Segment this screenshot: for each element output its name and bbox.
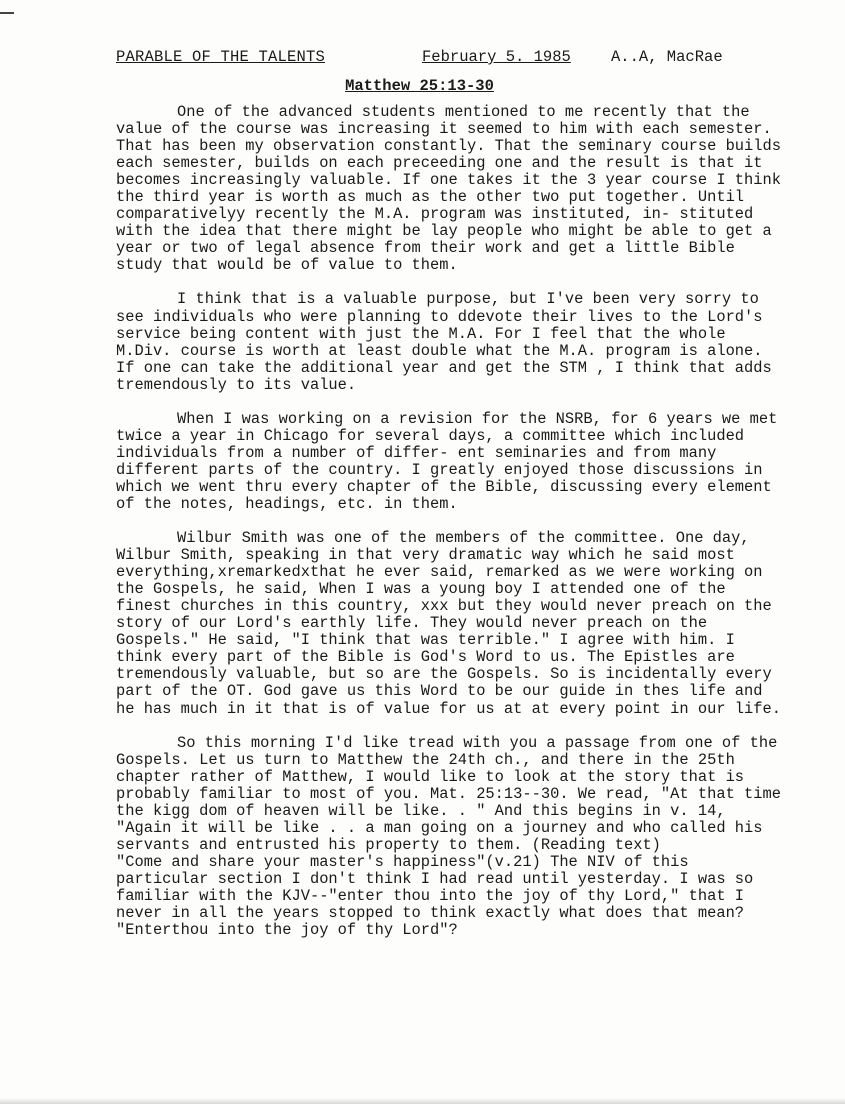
sermon-title: PARABLE OF THE TALENTS — [116, 48, 326, 66]
paragraph-3: When I was working on a revision for the NSRB, for 6 years we met twice a year in Chicago for several days, a committee which included individuals from a number of differ- ent seminaries and from many different parts of the country. I greatly enjoyed those discussions in which we went thru every chapter of the Bible, discussing every element of the notes, headings, etc. in them. — [116, 409, 778, 513]
paragraph-2: I think that is a valuable purpose, but I've been very sorry to see individuals who were planning to ddevote their lives to the Lord's service being content with just the M.A. For I feel that the whole M.Div. course is worth at least double what the M.A. program is alone. If one can take the additional year and get the STM , I think that adds tremendously to its value. — [116, 290, 772, 394]
paragraph-5: So this morning I'd like tread with you a passage from one of the Gospels. Let us turn to Matthew the 24th ch., and there in the 25th chapter rather of Matthew, I would like to look at the story that is probably familiar to most of you. Mat. 25:13--30. We read, "At that time the kigg dom of heaven will be like. . " And this begins in v. 14, "Again it will be like . . a man going on a journey and who called his servants and entrusted his property to them. (Reading text) — [116, 733, 781, 854]
scripture-reference — [0, 77, 845, 95]
closing-paragraph: "Come and share your master's happiness"(v.21) The NIV of this particular section I don't think I had read until yesterday. I was so familiar with the KJV--"enter thou into the joy of thy Lord," that I never in all the years stopped to think exactly what does that mean? "Enterthou into the joy of thy Lord"? — [116, 852, 754, 940]
paragraph-1: One of the advanced students mentioned to me recently that the value of the course was increasing it seemed to him with each semester. That has been my observation constantly. That the seminary course builds each semester, builds on each preceeding one and the result is that it becomes increasingly valuable. If one takes it the 3 year course I think the third year is worth as much as the other two put together. Until comparativelyy recently the M.A. program was instituted, in- stituted with the idea that there might be lay people who might be able to get a year or two of legal absence from their work and get a little Bible study that would be of value to them. — [116, 103, 781, 275]
document-header — [116, 48, 756, 68]
sermon-author: A..A, MacRae — [611, 48, 723, 66]
scan-bottom-edge — [0, 1098, 845, 1104]
sermon-date: February 5. 1985 — [422, 48, 571, 66]
paragraph-4: Wilbur Smith was one of the members of the committee. One day, Wilbur Smith, speaking in that very dramatic way which he said most everything,xremarkedxthat he ever said, remarked as we were working on the Gospels, he said, When I was a young boy I attended one of the finest churches in this country, xxx but they would never preach on the story of our Lord's earthly life. They would never preach on the Gospels." He said, "I think that was terrible." I agree with him. I think every part of the Bible is God's Word to us. The Epistles are tremendously valuable, but so are the Gospels. So is incidentally every part of the OT. God gave us this Word to be our guide in thes life and he has much in it that is of value for us at at every point in our life. — [116, 529, 781, 718]
sermon-body — [116, 104, 786, 939]
scan-edge-mark — [0, 12, 14, 14]
scripture-reference-text: Matthew 25:13-30 — [345, 77, 494, 95]
